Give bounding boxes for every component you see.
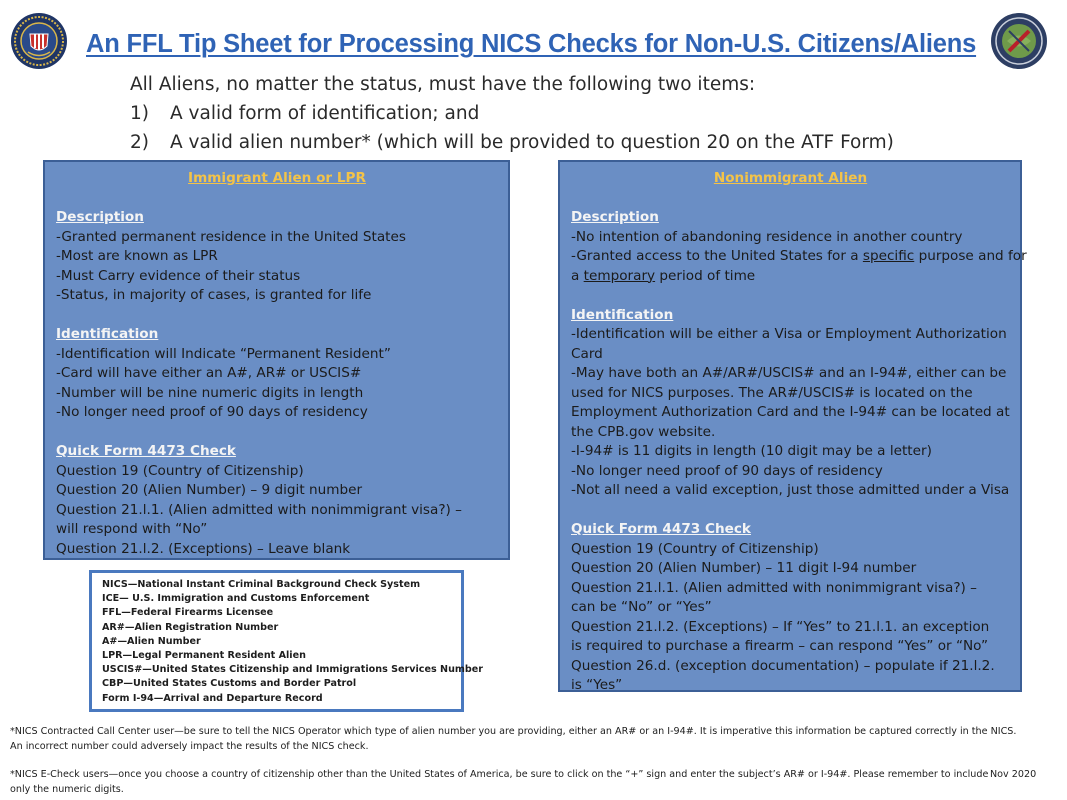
footnote-call-center	[10, 725, 1016, 754]
description-line	[571, 247, 1027, 267]
form-check-line: Question 26.d. (exception documentation) – populate if 21.l.2.	[571, 657, 995, 674]
footnote-echeck	[10, 768, 1016, 797]
form-check-heading: Quick Form 4473 Check	[56, 443, 236, 459]
footnote-line: An incorrect number could adversely impact the results of the NICS check.	[10, 740, 369, 752]
abbreviation-item: NICS—National Instant Criminal Background Check System	[102, 579, 421, 590]
form-check-line: is required to purchase a firearm – can respond “Yes” or “No”	[571, 638, 989, 654]
form-check-line: Question 20 (Alien Number) – 9 digit number	[56, 482, 363, 498]
form-check-line: Question 19 (Country of Citizenship)	[571, 540, 819, 557]
form-check-line: Question 21.l.2. (Exceptions) – If “Yes” to 21.l.1. an exception	[571, 618, 990, 635]
requirement-item	[130, 130, 894, 159]
form-check-line: Question 20 (Alien Number) – 11 digit I-94 number	[571, 560, 917, 576]
abbreviation-key	[89, 570, 484, 712]
panel-title: Immigrant Alien or LPR	[188, 170, 366, 186]
abbreviation-item: CBP—United States Customs and Border Patrol	[102, 678, 357, 690]
form-check-line: Question 21.l.2. (Exceptions) – Leave blank	[56, 540, 351, 557]
form-check-line: will respond with “No”	[56, 521, 208, 537]
identification-line: -Identification will be either a Visa or Employment Authorization	[571, 326, 1007, 342]
nics-seal-icon	[990, 12, 1048, 70]
identification-line: -Not all need a valid exception, just those admitted under a Visa	[571, 482, 1010, 498]
identification-line: -I-94# is 11 digits in length (10 digit may be a letter)	[571, 443, 932, 459]
emphasis-specific: specific	[862, 248, 915, 264]
form-check-line: Question 21.l.1. (Alien admitted with nonimmigrant visa?) –	[571, 579, 977, 596]
identification-line: used for NICS purposes. The AR#/USCIS# is located on the	[571, 384, 973, 401]
form-check-line: Question 19 (Country of Citizenship)	[56, 462, 304, 479]
identification-line: -Identification will Indicate “Permanent Resident”	[56, 345, 391, 362]
identification-line: -May have both an A#/AR#/USCIS# and an I-94#, either can be	[571, 365, 1007, 381]
publication-date: Nov 2020	[990, 769, 1037, 780]
identification-line: -Card will have either an A#, AR# or USCIS#	[56, 365, 362, 381]
description-line: -Most are known as LPR	[56, 248, 218, 264]
description-line: -Must Carry evidence of their status	[56, 267, 301, 284]
identification-line: -No longer need proof of 90 days of residency	[571, 462, 883, 479]
panel-title: Nonimmigrant Alien	[713, 170, 868, 186]
description-text: period of time	[655, 267, 756, 284]
page-title: An FFL Tip Sheet for Processing NICS Checks for Non-U.S. Citizens/Aliens	[86, 30, 977, 58]
requirement-item	[130, 101, 894, 130]
nonimmigrant-alien-panel	[558, 160, 1027, 693]
description-line: -Status, in majority of cases, is granted for life	[56, 287, 372, 303]
description-text: purpose and for	[914, 248, 1027, 264]
identification-line: -No longer need proof of 90 days of residency	[56, 404, 368, 420]
footnotes	[10, 725, 1016, 797]
identification-line: the CPB.gov website.	[571, 423, 716, 440]
abbreviation-item: ICE— U.S. Immigration and Customs Enforcement	[102, 593, 370, 605]
form-check-heading: Quick Form 4473 Check	[571, 521, 751, 537]
requirement-number: 2)	[130, 132, 149, 153]
requirement-text: A valid form of identification; and	[170, 103, 480, 124]
abbreviation-item: USCIS#—United States Citizenship and Immigrations Services Number	[102, 664, 484, 676]
description-line: -Granted permanent residence in the United States	[56, 228, 406, 245]
form-check-line: Question 21.l.1. (Alien admitted with nonimmigrant visa?) –	[56, 501, 462, 518]
emphasis-temporary: temporary	[583, 267, 656, 284]
description-text: a	[571, 267, 584, 284]
description-line: -No intention of abandoning residence in another country	[571, 228, 963, 245]
footnote-line: *NICS E-Check users—once you choose a country of citizenship other than the United States of America, be sure to click on the “+” sign and enter the subject’s AR# or I-94#. Please remember to include	[10, 769, 989, 780]
requirement-number: 1)	[130, 103, 149, 124]
identification-heading: Identification	[56, 326, 159, 342]
immigrant-alien-panel	[43, 160, 510, 560]
identification-line: -Number will be nine numeric digits in length	[56, 384, 364, 401]
abbreviation-item: FFL—Federal Firearms Licensee	[102, 607, 274, 619]
description-heading: Description	[56, 209, 144, 225]
identification-line: Card	[571, 345, 603, 362]
identification-line: Employment Authorization Card and the I-94# can be located at	[571, 404, 1010, 420]
description-line	[571, 267, 1010, 287]
fbi-seal-icon	[10, 12, 68, 70]
identification-heading: Identification	[571, 306, 674, 323]
intro-requirements	[130, 72, 894, 159]
footnote-line: *NICS Contracted Call Center user—be sure to tell the NICS Operator which type of alien number you are providing, either an AR# or an I-94#. It is imperative this information be captured correctly in the NICS.	[10, 726, 1017, 737]
abbreviation-item: AR#—Alien Registration Number	[102, 621, 279, 633]
abbreviation-item: Form I-94—Arrival and Departure Record	[102, 692, 323, 704]
form-check-line: can be “No” or “Yes”	[571, 599, 712, 615]
abbreviation-item: LPR—Legal Permanent Resident Alien	[102, 650, 306, 662]
requirement-text: A valid alien number* (which will be provided to question 20 on the ATF Form)	[170, 132, 894, 153]
description-heading: Description	[571, 209, 659, 225]
abbreviation-item: A#—Alien Number	[102, 635, 201, 647]
footnote-line: only the numeric digits.	[10, 783, 124, 795]
intro-lead: All Aliens, no matter the status, must have the following two items:	[130, 74, 756, 95]
form-check-line: is “Yes”	[571, 677, 623, 693]
description-text: -Granted access to the United States for a	[571, 248, 863, 264]
